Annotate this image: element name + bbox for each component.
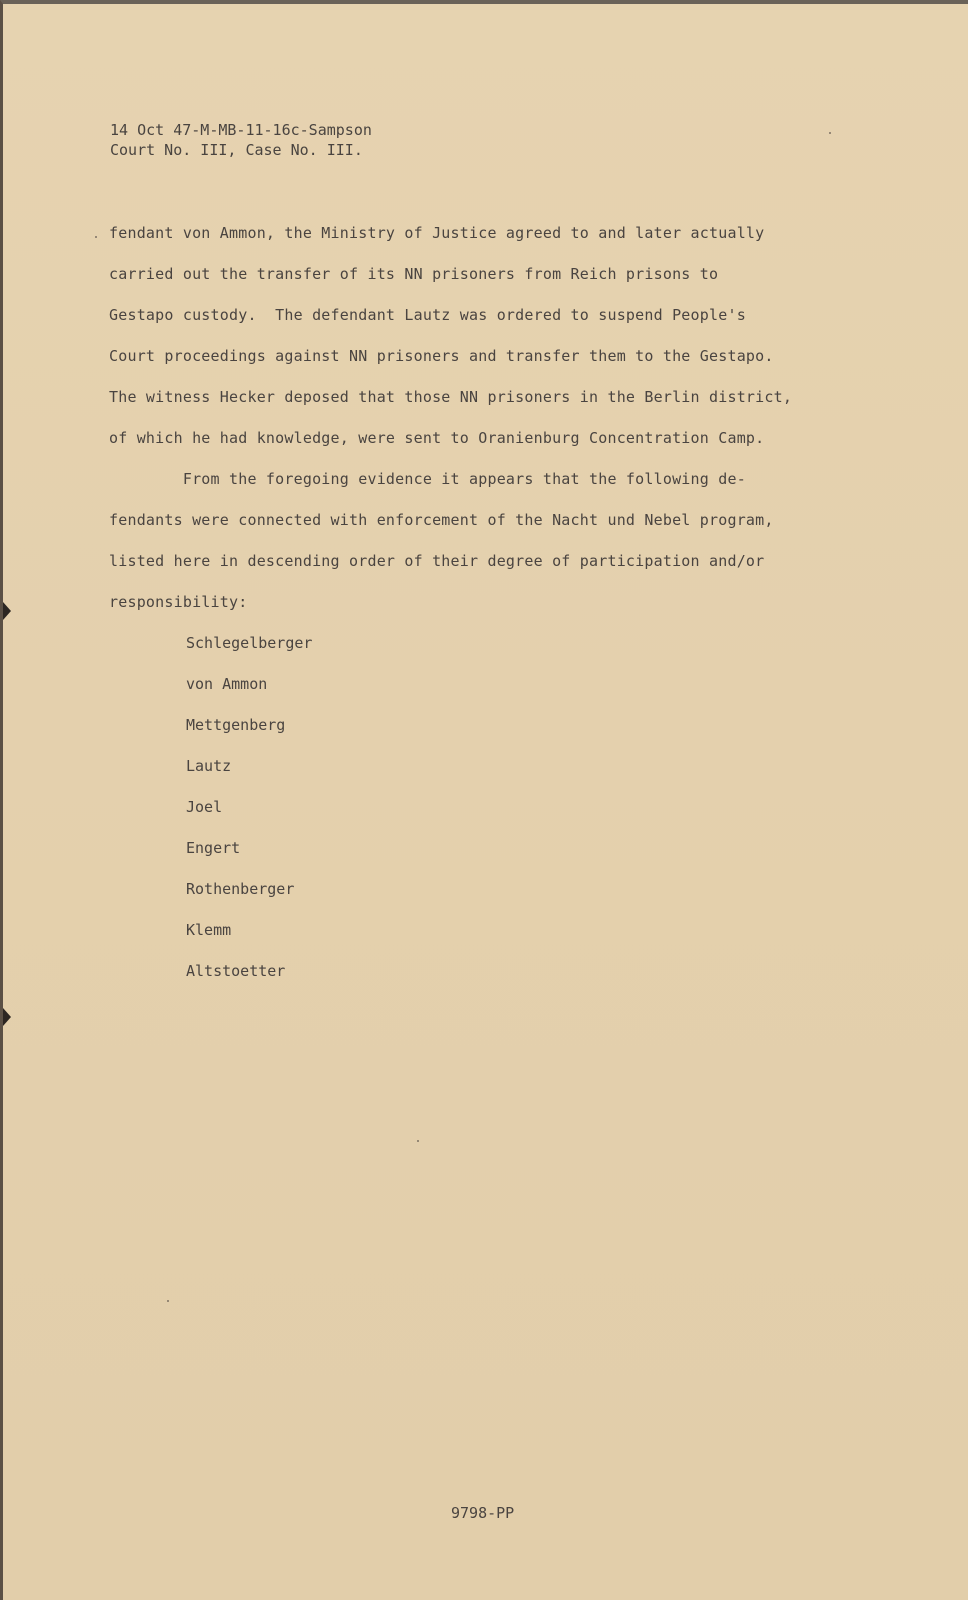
body-line: From the foregoing evidence it appears that the following de- xyxy=(109,470,746,488)
body-line: responsibility: xyxy=(109,593,248,611)
body-line: The witness Hecker deposed that those NN prisoners in the Berlin district, xyxy=(109,388,793,406)
binding-hole-mark xyxy=(3,602,11,620)
defendant-list-item: Schlegelberger xyxy=(186,634,313,652)
header-line-2: Court No. III, Case No. III. xyxy=(110,141,363,159)
body-line: of which he had knowledge, were sent to Oranienburg Concentration Camp. xyxy=(109,429,765,447)
paper-speck xyxy=(829,132,831,134)
paper-speck xyxy=(95,236,97,238)
header-line-1: 14 Oct 47-M-MB-11-16c-Sampson xyxy=(110,121,372,139)
binding-hole-mark xyxy=(3,1008,11,1026)
paper-speck xyxy=(167,1300,169,1302)
body-line: fendants were connected with enforcement of the Nacht und Nebel program, xyxy=(109,511,774,529)
body-line: carried out the transfer of its NN prisoners from Reich prisons to xyxy=(109,265,719,283)
defendant-list-item: Lautz xyxy=(186,757,232,775)
body-line: fendant von Ammon, the Ministry of Justice agreed to and later actually xyxy=(109,224,765,242)
defendant-list-item: Rothenberger xyxy=(186,880,295,898)
document-header xyxy=(110,120,372,160)
defendant-list-item: Klemm xyxy=(186,921,232,939)
body-line: listed here in descending order of their degree of participation and/or xyxy=(109,552,765,570)
page-number-footer: 9798-PP xyxy=(451,1504,515,1522)
body-line: Court proceedings against NN prisoners and transfer them to the Gestapo. xyxy=(109,347,774,365)
defendant-list-item: Joel xyxy=(186,798,223,816)
body-line: Gestapo custody. The defendant Lautz was ordered to suspend People's xyxy=(109,306,746,324)
defendant-list-item: Mettgenberg xyxy=(186,716,286,734)
defendant-list-item: Altstoetter xyxy=(186,962,286,980)
paper-speck xyxy=(417,1140,419,1142)
defendant-list-item: Engert xyxy=(186,839,241,857)
defendant-list-item: von Ammon xyxy=(186,675,268,693)
